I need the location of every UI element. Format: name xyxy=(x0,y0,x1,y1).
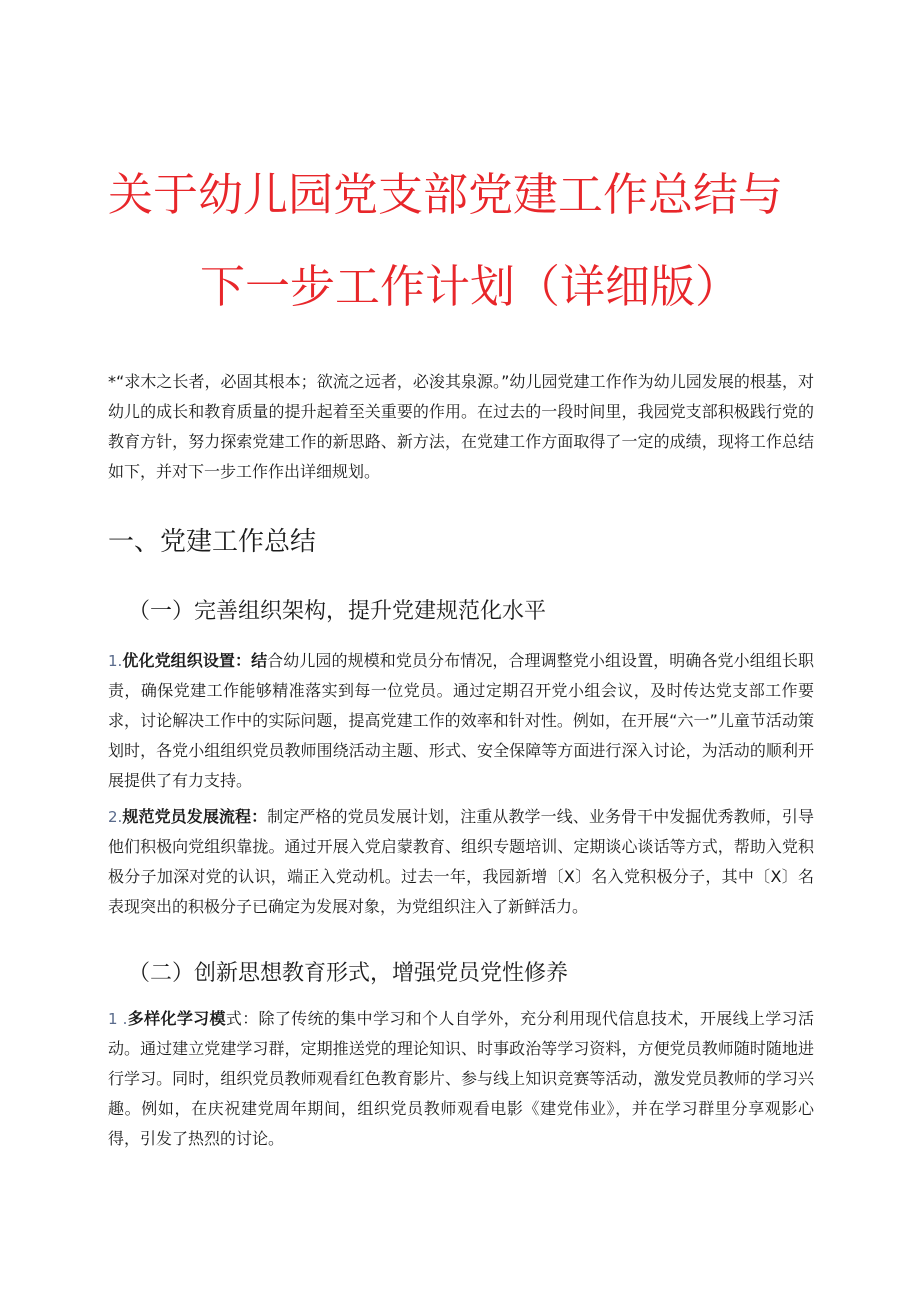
subsection-heading-1: （一）完善组织架构，提升党建规范化水平 xyxy=(128,599,547,624)
document-title-line-2: 下一步工作计划（详细版） xyxy=(200,260,741,313)
document-title-line-1: 关于幼儿园党支部党建工作总结与 xyxy=(108,168,784,221)
list-item-3 xyxy=(108,1004,814,1154)
list-item-1 xyxy=(108,646,814,796)
list-item-lead: 优化党组织设置：结 xyxy=(122,651,268,670)
list-item-text: 合幼儿园的规模和党员分布情况，合理调整党小组设置，明确各党小组组长职责，确保党建工作能够精准落实到每一位党员。通过定期召开党小组会议，及时传达党支部工作要求，讨论解决工作中的实际问题，提高党建工作的效率和针对性。例如，在开展“六一”儿童节活动策划时，各党小组组织党员教师围绕活动主题、形式、安全保障等方面进行深入讨论，为活动的顺利开展提供了有力支持。 xyxy=(108,651,814,790)
section-heading-1: 一、党建工作总结 xyxy=(108,527,317,557)
subsection-heading-2: （二）创新思想教育形式，增强党员党性修养 xyxy=(128,961,569,986)
intro-paragraph: *“求木之长者，必固其根本；欲流之远者，必浚其泉源。”幼儿园党建工作作为幼儿园发展的根基，对幼儿的成长和教育质量的提升起着至关重要的作用。在过去的一段时间里，我园党支部积极践行党的教育方针，努力探索党建工作的新思路、新方法，在党建工作方面取得了一定的成绩，现将工作总结如下，并对下一步工作作出详细规划。 xyxy=(108,372,814,481)
list-item-text: 制定严格的党员发展计划，注重从教学一线、业务骨干中发掘优秀教师，引导他们积极向党组织靠拢。通过开展入党启蒙教育、组织专题培训、定期谈心谈话等方式，帮助入党积极分子加深对党的认识，端正入党动机。过去一年，我园新增〔X〕名入党积极分子，其中〔X〕名表现突出的积极分子已确定为发展对象，为党组织注入了新鲜活力。 xyxy=(108,807,814,916)
list-item-2 xyxy=(108,802,814,922)
list-item-lead: 多样化学习模 xyxy=(127,1009,226,1028)
list-item-lead: 规范党员发展流程： xyxy=(122,807,268,826)
list-item-text: 式：除了传统的集中学习和个人自学外，充分利用现代信息技术，开展线上学习活动。通过建立党建学习群，定期推送党的理论知识、时事政治等学习资料，方便党员教师随时随地进行学习。同时，组织党员教师观看红色教育影片、参与线上知识竞赛等活动，激发党员教师的学习兴趣。例如，在庆祝建党周年期间，组织党员教师观看电影《建党伟业》，并在学习群里分享观影心得，引发了热烈的讨论。 xyxy=(108,1009,814,1148)
list-number: 1 . xyxy=(108,1010,128,1028)
list-number: 2. xyxy=(108,808,123,826)
list-number: 1. xyxy=(108,652,123,670)
